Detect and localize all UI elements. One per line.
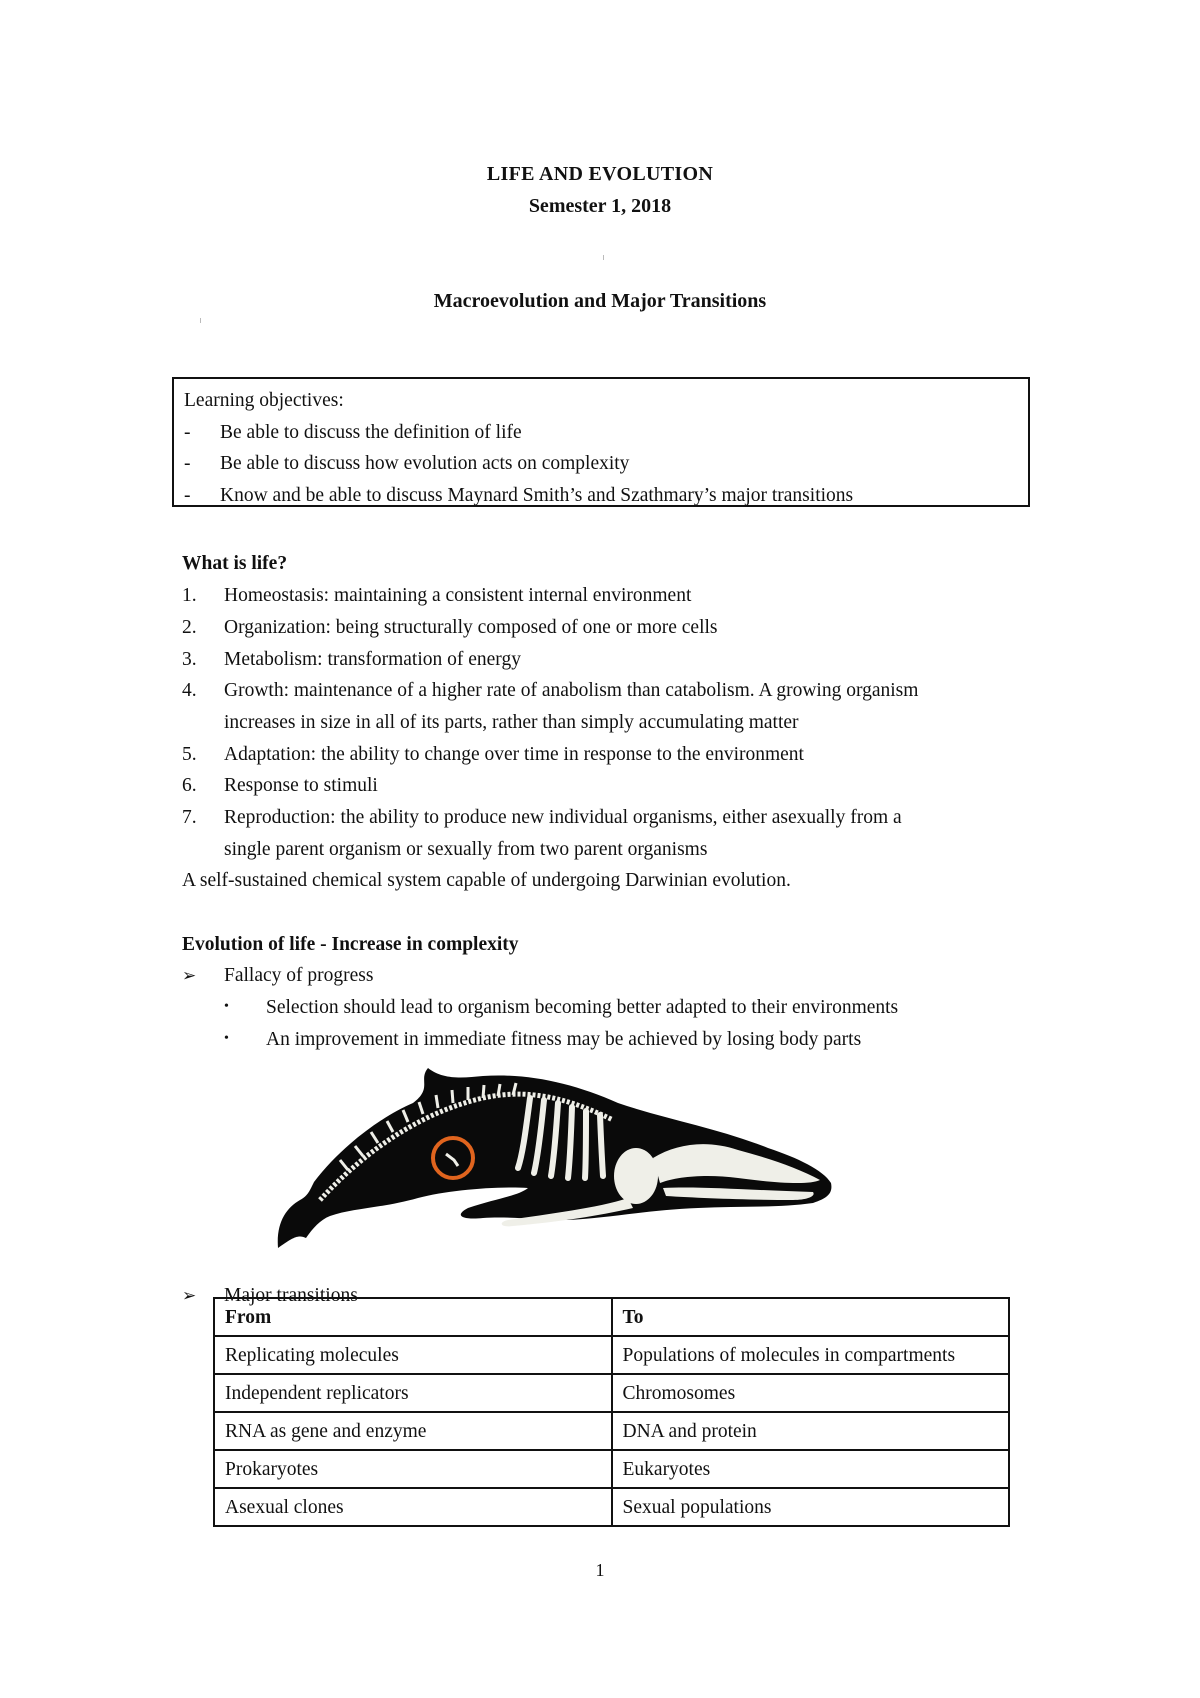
cell-from: Asexual clones — [214, 1488, 612, 1526]
objective-text: Know and be able to discuss Maynard Smith’s and Szathmary’s major transitions — [220, 485, 854, 506]
bullet-icon: • — [224, 999, 229, 1014]
item-text: Adaptation: the ability to change over time in response to the environment — [224, 744, 804, 765]
objective-text: Be able to discuss the definition of life — [220, 422, 522, 443]
table-row — [214, 1450, 1009, 1488]
life-definition: A self-sustained chemical system capable of undergoing Darwinian evolution. — [182, 870, 791, 891]
objective-item — [184, 485, 853, 507]
item-text: Homeostasis: maintaining a consistent internal environment — [224, 585, 692, 606]
life-item — [182, 680, 918, 702]
objective-item — [184, 453, 629, 475]
page-number: 1 — [595, 1560, 605, 1580]
item-number: 4. — [182, 680, 197, 701]
item-text: Reproduction: the ability to produce new individual organisms, either asexually from a — [224, 807, 902, 828]
arrow-bullet-icon: ➢ — [182, 966, 197, 985]
dash-marker: - — [184, 422, 191, 443]
shoulder-blade — [614, 1148, 658, 1204]
item-text: Response to stimuli — [224, 775, 378, 796]
life-item — [182, 649, 521, 671]
cell-from: Independent replicators — [214, 1374, 612, 1412]
document-title: LIFE AND EVOLUTION — [486, 163, 714, 185]
item-number: 1. — [182, 585, 197, 606]
bullet-text: An improvement in immediate fitness may be achieved by losing body parts — [266, 1029, 862, 1050]
life-item — [182, 744, 804, 766]
cell-to: DNA and protein — [612, 1412, 1010, 1450]
item-text-continued: increases in size in all of its parts, rather than simply accumulating matter — [224, 712, 799, 733]
evolution-heading: Evolution of life - Increase in complexity — [182, 934, 519, 955]
cell-from: Replicating molecules — [214, 1336, 612, 1374]
bullet-item — [224, 1029, 861, 1051]
table-header-row — [214, 1298, 1009, 1336]
table-row — [214, 1412, 1009, 1450]
fallacy-text: Fallacy of progress — [224, 965, 374, 986]
cell-from: RNA as gene and enzyme — [214, 1412, 612, 1450]
stray-mark — [200, 318, 201, 323]
table-row — [214, 1374, 1009, 1412]
life-item — [182, 585, 691, 607]
major-transitions-table — [213, 1297, 1010, 1527]
semester-label: Semester 1, 2018 — [528, 195, 672, 217]
item-number: 2. — [182, 617, 197, 638]
cell-to: Chromosomes — [612, 1374, 1010, 1412]
bullet-text: Selection should lead to organism becoming better adapted to their environments — [266, 997, 899, 1018]
cell-to: Sexual populations — [612, 1488, 1010, 1526]
whale-skeleton-illustration — [268, 1058, 833, 1253]
objective-text: Be able to discuss how evolution acts on complexity — [220, 453, 630, 474]
dash-marker: - — [184, 485, 191, 506]
table-row — [214, 1336, 1009, 1374]
cell-to: Populations of molecules in compartments — [612, 1336, 1010, 1374]
life-item — [182, 775, 378, 797]
life-item — [182, 807, 902, 829]
fallacy-item — [182, 965, 373, 987]
header-from: From — [214, 1298, 612, 1336]
table-row — [214, 1488, 1009, 1526]
stray-mark — [603, 255, 604, 260]
dash-marker: - — [184, 453, 191, 474]
section-title: Macroevolution and Major Transitions — [433, 290, 767, 312]
item-text: Organization: being structurally composed of one or more cells — [224, 617, 718, 638]
life-item — [182, 617, 718, 639]
item-text-continued: single parent organism or sexually from two parent organisms — [224, 839, 708, 860]
major-transitions-text: Major transitions — [224, 1285, 358, 1306]
learning-objectives-box — [172, 377, 1030, 507]
arrow-bullet-icon: ➢ — [182, 1286, 197, 1305]
header-to: To — [612, 1298, 1010, 1336]
what-is-life-heading: What is life? — [182, 553, 288, 574]
item-number: 6. — [182, 775, 197, 796]
item-number: 7. — [182, 807, 197, 828]
cell-to: Eukaryotes — [612, 1450, 1010, 1488]
objectives-heading: Learning objectives: — [184, 390, 344, 411]
objective-item — [184, 422, 522, 444]
item-number: 3. — [182, 649, 197, 670]
bullet-item — [224, 997, 898, 1019]
item-text: Metabolism: transformation of energy — [224, 649, 521, 670]
item-number: 5. — [182, 744, 197, 765]
bullet-icon: • — [224, 1031, 229, 1046]
cell-from: Prokaryotes — [214, 1450, 612, 1488]
item-text: Growth: maintenance of a higher rate of anabolism than catabolism. A growing organism — [224, 680, 919, 701]
